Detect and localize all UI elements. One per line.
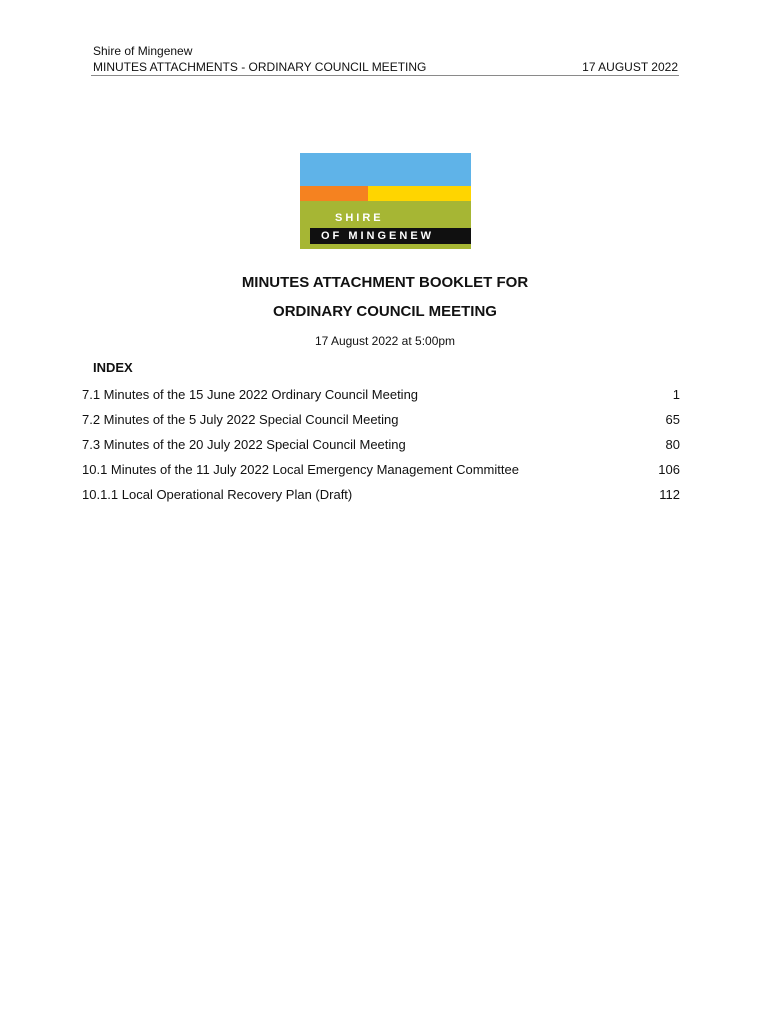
index-item bbox=[82, 387, 680, 412]
shire-logo bbox=[300, 153, 471, 249]
header-date: 17 AUGUST 2022 bbox=[582, 60, 678, 74]
header-divider bbox=[91, 75, 679, 76]
index-item-page: 112 bbox=[659, 487, 680, 502]
header-organisation: Shire of Mingenew bbox=[93, 44, 193, 58]
index-item bbox=[82, 462, 680, 487]
index-item-title: 10.1.1 Local Operational Recovery Plan (Draft) bbox=[82, 487, 353, 502]
logo-orange-band bbox=[300, 186, 368, 201]
index-item-title: 7.1 Minutes of the 15 June 2022 Ordinary Council Meeting bbox=[82, 387, 419, 402]
index-item-title: 7.3 Minutes of the 20 July 2022 Special Council Meeting bbox=[82, 437, 406, 452]
booklet-title-line1: MINUTES ATTACHMENT BOOKLET FOR bbox=[241, 274, 529, 291]
logo-text-shire: SHIRE bbox=[335, 212, 384, 224]
index-heading: INDEX bbox=[93, 360, 133, 375]
index-item bbox=[82, 487, 680, 512]
header-subtitle: MINUTES ATTACHMENTS - ORDINARY COUNCIL MEETING bbox=[93, 60, 427, 74]
meeting-datetime: 17 August 2022 at 5:00pm bbox=[314, 334, 456, 348]
logo-sky-band bbox=[300, 153, 471, 186]
index-item bbox=[82, 437, 680, 462]
index-item-page: 65 bbox=[665, 412, 680, 427]
index-item-page: 80 bbox=[665, 437, 680, 452]
index-list bbox=[82, 387, 680, 512]
logo-yellow-band bbox=[368, 186, 471, 201]
booklet-title-line2: ORDINARY COUNCIL MEETING bbox=[273, 303, 497, 320]
index-item bbox=[82, 412, 680, 437]
logo-text-mingenew: OF MINGENEW bbox=[321, 230, 435, 242]
index-item-title: 7.2 Minutes of the 5 July 2022 Special Council Meeting bbox=[82, 412, 399, 427]
index-item-title: 10.1 Minutes of the 11 July 2022 Local Emergency Management Committee bbox=[82, 462, 519, 477]
index-item-page: 106 bbox=[658, 462, 680, 477]
index-item-page: 1 bbox=[672, 387, 680, 402]
